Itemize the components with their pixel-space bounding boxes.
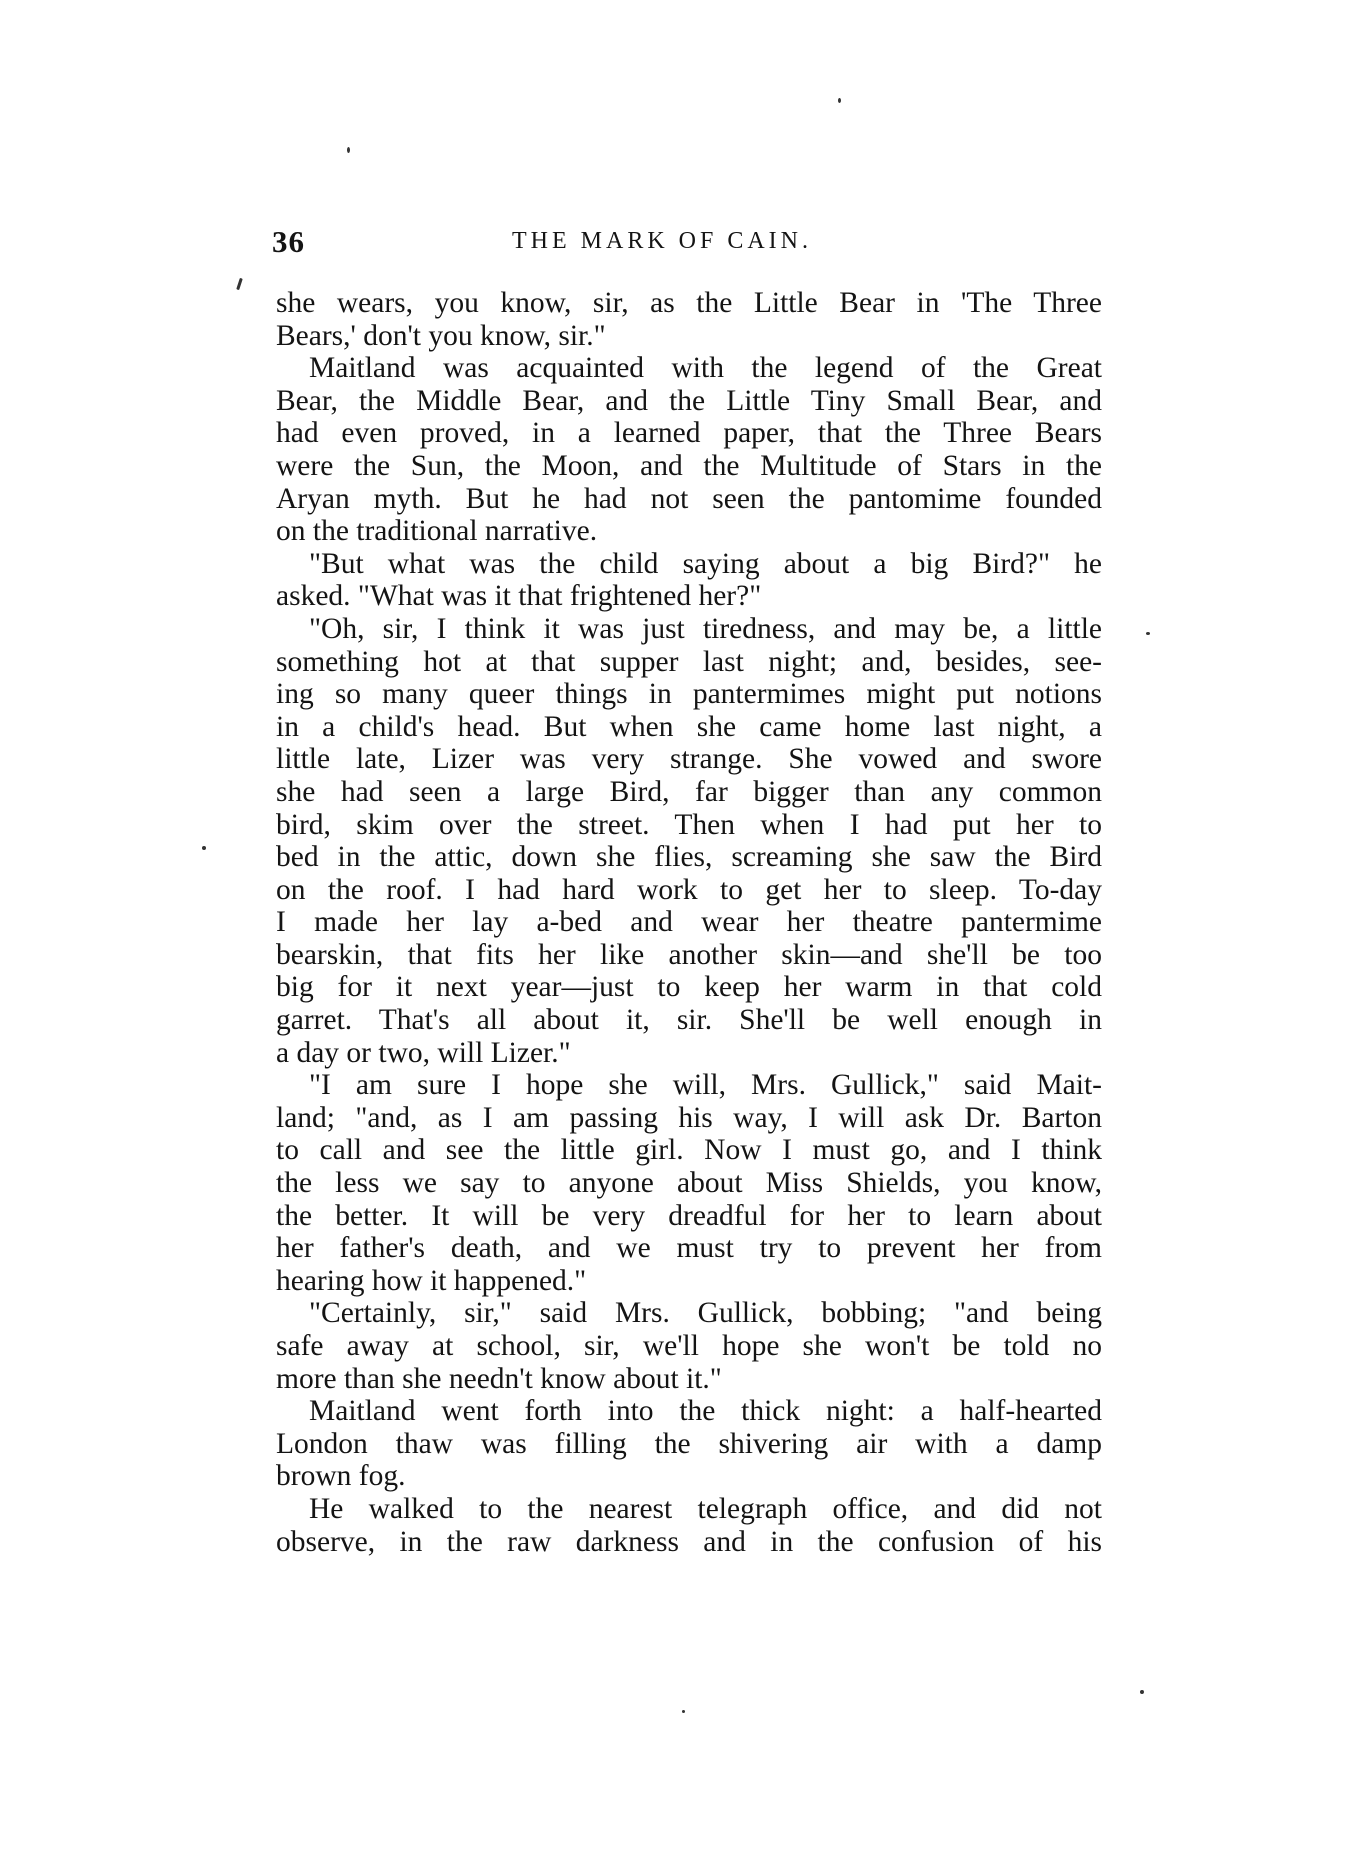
text-line: had even proved, in a learned paper, that the Three Bears (276, 417, 1102, 450)
text-line: asked. "What was it that frightened her?" (276, 580, 762, 613)
text-line: she wears, you know, sir, as the Little Bear in 'The Three (276, 287, 1102, 319)
text-line: in a child's head. But when she came home last night, a (276, 710, 1102, 743)
text-line: she had seen a large Bird, far bigger than any common (276, 775, 1102, 808)
running-title: THE MARK OF CAIN. (512, 228, 813, 254)
text-line: bearskin, that fits her like another skin—and she'll be too (276, 938, 1102, 971)
text-line: little late, Lizer was very strange. She vowed and swore (276, 743, 1102, 776)
text-line: Aryan myth. But he had not seen the pantomime founded (276, 482, 1102, 515)
text-line: brown fog. (276, 1460, 406, 1493)
text-line: Bear, the Middle Bear, and the Little Tiny Small Bear, and (276, 384, 1102, 417)
scan-speck (1140, 1690, 1144, 1694)
text-line: the less we say to anyone about Miss Shields, you know, (276, 1167, 1102, 1200)
text-line: hearing how it happened." (276, 1264, 587, 1297)
text-line: something hot at that supper last night; and, besides, see- (276, 645, 1102, 678)
text-line: more than she needn't know about it." (276, 1362, 722, 1395)
scan-speck (682, 1710, 685, 1713)
text-line: London thaw was filling the shivering air with a damp (276, 1427, 1102, 1460)
scan-speck (236, 278, 243, 290)
text-line: bed in the attic, down she flies, screaming she saw the Bird (276, 841, 1102, 874)
scan-speck (1146, 632, 1150, 635)
text-line: Bears,' don't you know, sir." (276, 319, 606, 352)
text-line: her father's death, and we must try to prevent her from (276, 1232, 1102, 1265)
scan-speck (202, 846, 206, 850)
text-line: on the roof. I had hard work to get her to sleep. To-day (276, 873, 1102, 906)
text-line: were the Sun, the Moon, and the Multitude of Stars in the (276, 449, 1102, 482)
scan-speck (347, 147, 350, 153)
text-line: bird, skim over the street. Then when I had put her to (276, 808, 1102, 841)
body-text (276, 287, 1102, 1558)
scan-speck (838, 98, 841, 103)
text-line: "Certainly, sir," said Mrs. Gullick, bobbing; "and being (309, 1297, 1102, 1330)
text-line: to call and see the little girl. Now I must go, and I think (276, 1134, 1102, 1167)
text-line: big for it next year—just to keep her warm in that cold (276, 971, 1102, 1004)
text-line: a day or two, will Lizer." (276, 1036, 571, 1069)
page-number: 36 (272, 224, 305, 259)
text-line: "I am sure I hope she will, Mrs. Gullick," said Mait- (309, 1069, 1102, 1102)
text-line: "But what was the child saying about a big Bird?" he (309, 547, 1102, 580)
text-line: I made her lay a-bed and wear her theatre pantermime (276, 906, 1102, 939)
text-line: "Oh, sir, I think it was just tiredness, and may be, a little (309, 612, 1102, 645)
text-line: Maitland went forth into the thick night: a half-hearted (309, 1395, 1102, 1428)
text-line: the better. It will be very dreadful for her to learn about (276, 1199, 1102, 1232)
text-line: He walked to the nearest telegraph office, and did not (309, 1492, 1102, 1525)
text-line: land; "and, as I am passing his way, I will ask Dr. Barton (276, 1101, 1102, 1134)
text-line: observe, in the raw darkness and in the confusion of his (276, 1525, 1102, 1558)
text-line: ing so many queer things in pantermimes might put notions (276, 678, 1102, 711)
text-line: safe away at school, sir, we'll hope she won't be told no (276, 1330, 1102, 1362)
text-line: Maitland was acquainted with the legend of the Great (309, 352, 1102, 385)
text-line: on the traditional narrative. (276, 515, 598, 548)
text-line: garret. That's all about it, sir. She'll be well enough in (276, 1004, 1102, 1037)
running-head (272, 224, 1102, 264)
